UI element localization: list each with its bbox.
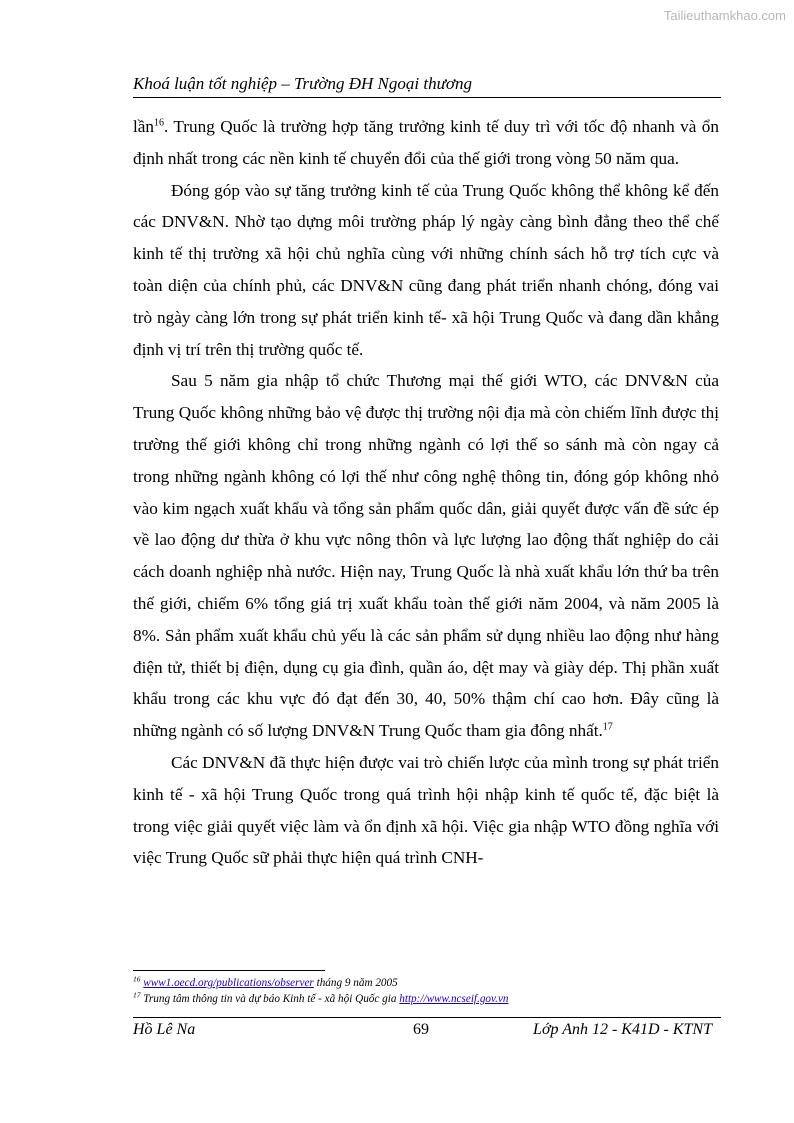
- footnote-ref-17[interactable]: 17: [602, 721, 613, 733]
- paragraph-2: Đóng góp vào sự tăng trưởng kinh tế của Trung Quốc không thể không kể đến các DNV&N. Nhờ tạo dựng môi trường pháp lý ngày càng bình đẳng theo thể chế kinh tế thị trường xã hội chủ nghĩa cùng với những chính sách hỗ trợ tích cực và toàn diện của chính phủ, các DNV&N cũng đang phát triển nhanh chóng, đóng vai trò ngày càng lớn trong sự phát triển kinh tế- xã hội Trung Quốc và đang dần khẳng định vị trí trên thị trường quốc tế.: [133, 180, 719, 359]
- footer-class-info: Lớp Anh 12 - K41D - KTNT: [533, 1021, 712, 1038]
- page-number: 69: [413, 1021, 429, 1038]
- paragraph-3: [133, 365, 719, 747]
- footnote-16-text: tháng 9 năm 2005: [313, 977, 398, 989]
- footnote-17-link[interactable]: http://www.ncseif.gov.vn: [399, 993, 509, 1005]
- paragraph-4: Các DNV&N đã thực hiện được vai trò chiến lược của mình trong sự phát triển kinh tế - xã hội Trung Quốc trong quá trình hội nhập kinh tế quốc tế, đặc biệt là trong việc giải quyết việc làm và ổn định xã hội. Việc gia nhập WTO đồng nghĩa với việc Trung Quốc sữ phải thực hiện quá trình CNH-: [133, 752, 719, 868]
- footer-divider: [133, 1017, 721, 1018]
- paragraph-1: [133, 111, 719, 175]
- watermark: Tailieuthamkhao.com: [663, 8, 786, 23]
- footnote-16-number: 16: [133, 974, 141, 984]
- footnote-17-number: 17: [133, 990, 141, 1000]
- footnote-divider: [133, 970, 325, 971]
- paragraph-3-text: Sau 5 năm gia nhập tổ chức Thương mại thế giới WTO, các DNV&N của Trung Quốc không những bảo vệ được thị trường nội địa mà còn chiếm lĩnh được thị trường thế giới không chỉ trong những ngành có lợi thế so sánh mà còn ngay cả trong những ngành không có lợi thế như công nghệ thông tin, đóng góp không nhỏ vào kim ngạch xuất khẩu và tổng sản phẩm quốc dân, giải quyết được vấn đề sức ép về lao động dư thừa ở khu vực nông thôn và lực lượng lao động thất nghiệp do cải cách doanh nghiệp nhà nước. Hiện nay, Trung Quốc là nhà xuất khẩu lớn thứ ba trên thế giới, chiếm 6% tổng giá trị xuất khẩu toàn thế giới năm 2004, và năm 2005 là 8%. Sản phẩm xuất khẩu chủ yếu là các sản phẩm sử dụng nhiều lao động như hàng điện tử, thiết bị điện, dụng cụ gia đình, quần áo, dệt may và giày dép. Thị phần xuất khẩu trong các khu vực đó đạt đến 30, 40, 50% thậm chí cao hơn. Đây cũng là những ngành có số lượng DNV&N Trung Quốc tham gia đông nhất.: [133, 371, 719, 741]
- footer-author: Hồ Lê Na: [133, 1021, 196, 1038]
- header-divider: [133, 97, 721, 98]
- running-header: Khoá luận tốt nghiệp – Trường ĐH Ngoại thương: [133, 74, 472, 93]
- footnote-17: [133, 991, 721, 1007]
- footnotes: [133, 975, 721, 1007]
- footnote-16-link[interactable]: www1.oecd.org/publications/observer: [143, 977, 314, 989]
- footnote-ref-16[interactable]: 16: [154, 117, 164, 129]
- paragraph-1-tail: . Trung Quốc là trường hợp tăng trưởng kinh tế duy trì với tốc độ nhanh và ổn định nhất trong các nền kinh tế chuyển đổi của thế giới trong vòng 50 năm qua.: [133, 117, 719, 168]
- footnote-17-text: Trung tâm thông tin và dự báo Kinh tế - xã hội Quốc gia: [140, 993, 400, 1005]
- body-text: [133, 111, 719, 874]
- footnote-16: [133, 975, 721, 991]
- paragraph-1-text: lần: [133, 117, 154, 136]
